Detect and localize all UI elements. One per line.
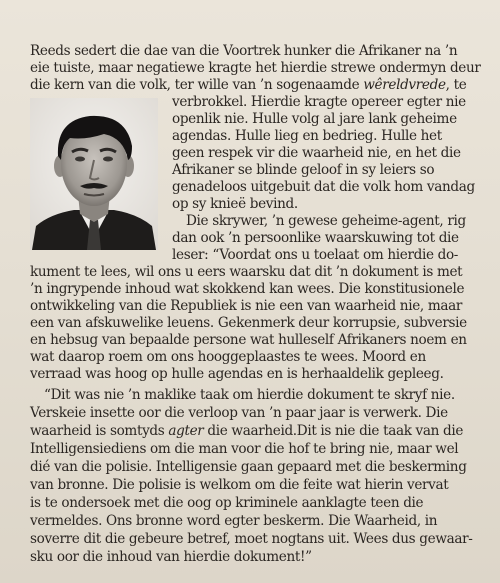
text-line: genadeloos uitgebuit dat die volk hom vandag: [172, 179, 475, 195]
text-line: “Dit was nie ’n maklike taak om hierdie dokument te skryf nie.: [44, 387, 455, 403]
text-span: die kern van die volk, ter wille van ’n sogenaamde: [30, 77, 364, 93]
text-line: Reeds sedert die dae van die Voortrek hunker die Afrikaner na ’n: [30, 43, 458, 59]
text-line: Die skrywer, ’n gewese geheime-agent, rig: [186, 213, 466, 229]
text-line: leser: “Voordat ons u toelaat om hierdie do-: [172, 247, 459, 263]
text-line: wat daarop roem om ons hooggeplaastes te wees. Moord en: [30, 349, 426, 365]
text-line: een van afskuwelike leuens. Gekenmerk deur korrupsie, subversie: [30, 315, 467, 331]
text-line: Afrikaner se blinde geloof in sy leiers so: [172, 162, 435, 178]
text-line: verraad was hoog op hulle agendas en is herhaaldelik gepleeg.: [30, 366, 444, 382]
text-line: verbrokkel. Hierdie kragte opereer egter nie: [172, 94, 466, 110]
text-line: openlik nie. Hulle volg al jare lank geheime: [172, 111, 457, 127]
text-line: dan ook ’n persoonlike waarskuwing tot die: [172, 230, 459, 246]
text-line: is te ondersoek met die oog op kriminele aanklagte teen die: [30, 495, 424, 511]
text-line: van bronne. Die polisie is welkom om die feite wat hierin vervat: [30, 477, 449, 493]
text-line: kument te lees, wil ons u eers waarsku dat dit ’n dokument is met: [30, 264, 463, 280]
author-photo: [30, 98, 158, 250]
text-line: sku oor die inhoud van hierdie dokument!”: [30, 549, 312, 565]
emphasis-word: wêreldvrede: [363, 77, 446, 93]
text-span: , te: [445, 77, 467, 93]
text-line: ’n ingrypende inhoud wat skokkend kan wees. Die konstitusionele: [30, 281, 465, 297]
text-line: eie tuiste, maar negatiewe kragte het hierdie strewe ondermyn deur: [30, 60, 481, 76]
text-line: geen respek vir die waarheid nie, en het die: [172, 145, 461, 161]
text-span: waarheid is somtyds: [30, 423, 169, 439]
text-line: Verskeie insette oor die verloop van ’n paar jaar is verwerk. Die: [30, 405, 448, 421]
text-line: [30, 76, 466, 94]
text-line: dié van die polisie. Intelligensie gaan gepaard met die beskerming: [30, 459, 467, 475]
text-line: op sy knieë bevind.: [172, 196, 298, 212]
text-span: die waarheid.Dit is nie die taak van die: [203, 423, 464, 439]
text-line: [30, 422, 463, 440]
text-line: agendas. Hulle lieg en bedrieg. Hulle het: [172, 128, 442, 144]
portrait-image: [30, 98, 158, 250]
emphasis-word: agter: [168, 423, 204, 439]
text-line: vermeldes. Ons bronne word egter beskerm. Die Waarheid, in: [30, 513, 438, 529]
text-line: Intelligensiediens om die man voor die hof te bring nie, maar wel: [30, 441, 459, 457]
text-line: ontwikkeling van die Republiek is nie een van waarheid nie, maar: [30, 298, 463, 314]
text-line: en hebsug van bepaalde persone wat hulleself Afrikaners noem en: [30, 332, 467, 348]
text-line: soverre dit die gebeure betref, moet nogtans uit. Wees dus gewaar-: [30, 531, 473, 547]
